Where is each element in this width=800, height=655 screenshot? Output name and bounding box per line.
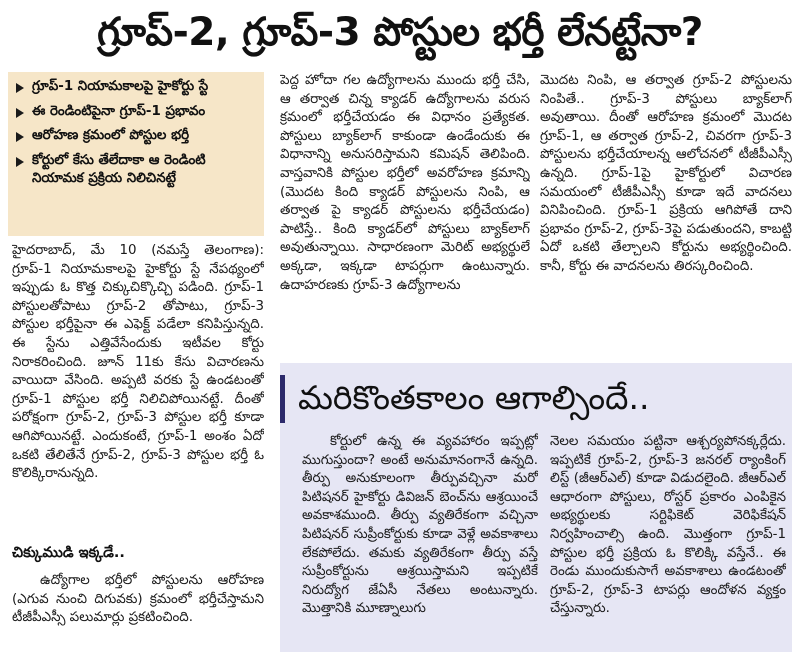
section-subheading: చిక్కుముడి ఇక్కడే.. [12, 545, 125, 561]
paragraph: మొదట నింపి, ఆ తర్వాత గ్రూప్-2 పోస్టులను నింపితే.. గ్రూప్-3 పోస్టులు బ్యాక్‌లాగ్ అవుతాయి. దీంతో ఆరోహణ క్రమంలో మొదట గ్రూప్-1, ఆ తర్వాత గ్రూప్-2, చివరగా గ్రూప్-3 పోస్టులను భర్తీచేయాలన్న ఆలోచనలో టీజీపీఎస్సీ ఉన్నది. గ్రూప్-1పై హైకోర్టులో విచారణ సమయంలో టీజీపీఎస్సీ కూడా ఇదే వాదనలు వినిపించింది. గ్రూప్-1 ప్రక్రియ ఆగిపోతే దాని ప్రభావం గ్రూప్-2, గ్రూప్-3పై పడుతుందని, కాబట్టి ఏదో ఒకటి తేల్చాలని కోర్టును అభ్యర్థించింది. కానీ, కోర్టు ఈ వాదనలను తిరస్కరించింది. [540, 73, 792, 274]
paragraph: కోర్టులో ఉన్న ఈ వ్యవహారం ఇప్పట్లో ముగుస్తుందా? అంటే అనుమానంగానే ఉన్నది. తీర్పు అనుకూలంగా తీర్పువచ్చినా మరో పిటిషనర్ హైకోర్టు డివిజన్ బెంచ్‌ను ఆశ్రయించే అవకాశముంది. తీర్పు వ్యతిరేకంగా వచ్చినా పిటిషనర్ సుప్రీంకోర్టుకు కూడా వెళ్లే అవకాశాలు లేకపోలేదు. తమకు వ్యతిరేకంగా తీర్పు వస్తే సుప్రీంకోర్టును ఆశ్రయిస్తామని ఇప్పటికే నిరుద్యోగ జేఏసీ నేతలు అంటున్నారు. మొత్తానికి మూణ్నాలుగు [302, 434, 538, 617]
article-column-3 [540, 72, 792, 354]
paragraph: పెద్ద హోదా గల ఉద్యోగాలను ముందు భర్తీ చేసి, ఆ తర్వాత చిన్న క్యాడర్ ఉద్యోగాలను వరుస క్రమంలో భర్తీచేయడం ఈ విధానం ప్రత్యేకత. పోస్టులు బ్యాక్‌లాగ్ కాకుండా ఉండేందుకు ఈ విధానాన్ని అనుసరిస్తామని కమిషన్ తెలిపింది. వాస్తవానికి పోస్టుల భర్తీలో అవరోహణ క్రమాన్ని (మొదట కింది క్యాడర్ పోస్టులను నింపి, ఆ తర్వాత పై క్యాడర్ పోస్టులను భర్తీచేయడం) పాటిస్తే.. కింది క్యాడర్‌లో పోస్టులు బ్యాక్‌లాగ్ అవుతున్నాయి. సాధారణంగా మెరిట్ అభ్యర్థులే అక్కడా, ఇక్కడా టాపర్లుగా ఉంటున్నారు. ఉదాహరణకు గ్రూప్-3 ఉద్యోగాలను [280, 73, 530, 293]
highlight-item: ఆరోహణ క్రమంలో పోస్టుల భర్తీ [16, 127, 258, 146]
paragraph: నెలల సమయం పట్టినా ఆశ్చర్యపోనక్కర్లేదు. ఇప్పటికే గ్రూప్-2, గ్రూప్-3 జనరల్ ర్యాంకింగ్ లిస్ట్ (జీఆర్ఎల్) కూడా విడుదలైంది. జీఆర్ఎల్ ఆధారంగా పోస్టులు, రోస్టర్ ప్రకారం ఎంపికైన అభ్యర్థులకు సర్టిఫికెట్ వెరిఫికేషన్ నిర్వహించాల్సి ఉంది. మొత్తంగా గ్రూప్-1 పోస్టుల భర్తీ ప్రక్రియ ఓ కొలిక్కి వస్తేనే.. ఈ రెండు ముందుకుసాగే అవకాశాలు ఉండటంతో గ్రూప్-2, గ్రూప్-3 టాపర్లు ఆందోళన వ్యక్తం చేస్తున్నారు. [550, 434, 786, 617]
article-column-1-tail [12, 572, 264, 652]
paragraph: హైదరాబాద్, మే 10 (నమస్తే తెలంగాణ): గ్రూప్-1 నియామకాలపై హైకోర్టు స్టే నేపథ్యంలో ఇప్పుడు ఓ కొత్త చిక్కుచిక్కొచ్చి పడింది. గ్రూప్-1 పోస్టులతోపాటు గ్రూప్-2 తోపాటు, గ్రూప్-3 పోస్టుల భర్తీపైనా ఈ ఎఫెక్ట్ పడేలా కనిపిస్తున్నది. ఈ స్టేను ఎత్తివేసేందుకు ఇటీవల కోర్టు నిరాకరించింది. జూన్ 11కు కేసు విచారణను వాయిదా వేసింది. అప్పటి వరకు స్టే ఉండటంతో గ్రూప్-1 పోస్టుల భర్తీ నిలిచిపోయినట్టే. దీంతో పరోక్షంగా గ్రూప్-2, గ్రూప్-3 పోస్టుల భర్తీ కూడా ఆగిపోయినట్టే. ఎందుకంటే, గ్రూప్-1 అంశం ఏదో ఒకటి తేలితేనే గ్రూప్-2, గ్రూప్-3 పోస్టుల భర్తీ ఓ కొలిక్కిరానున్నది. [12, 243, 264, 482]
paragraph: ఉద్యోగాల భర్తీలో పోస్టులను ఆరోహణ (ఎగువ నుంచి దిగువకు) క్రమంలో భర్తీచేస్తామని టీజీపీఎస్సీ పలుమార్లు ప్రకటించింది. [12, 573, 264, 626]
highlights-box [8, 72, 264, 236]
highlight-item: గ్రూప్-1 నియామకాలపై హైకోర్టు స్టే [16, 78, 258, 97]
headline: గ్రూప్-2, గ్రూప్-3 పోస్టుల భర్తీ లేనట్టేనా? [97, 10, 703, 55]
highlight-item: ఈ రెండింటిపైనా గ్రూప్-1 ప్రభావం [16, 103, 258, 122]
box-column-1 [302, 433, 538, 648]
accent-bar [280, 375, 285, 423]
box-column-2 [550, 433, 786, 648]
article-column-1 [12, 242, 264, 542]
article-column-2 [280, 72, 530, 354]
highlight-item: కోర్టులో కేసు తేలేదాకా ఆ రెండింటి నియామక ప్రక్రియ నిలిచినట్టే [16, 152, 258, 189]
box-title: మరికొంతకాలం ఆగాల్సిందే.. [298, 378, 650, 417]
sidebar-box [280, 363, 792, 652]
